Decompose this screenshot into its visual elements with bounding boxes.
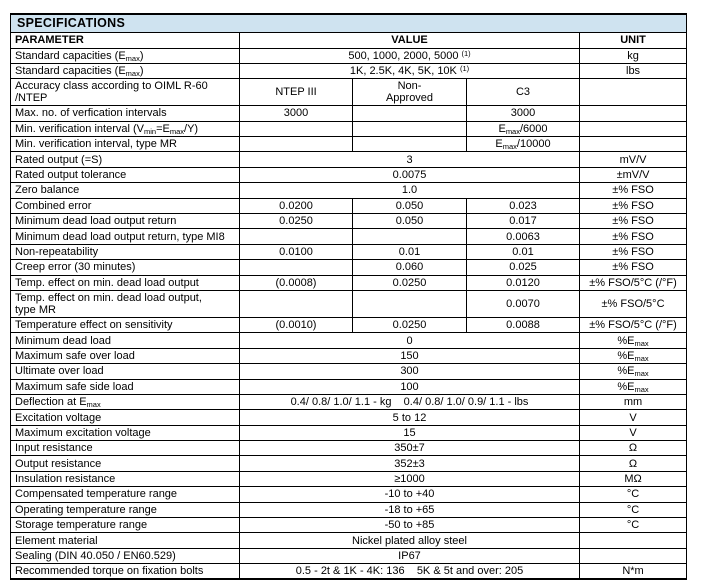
parameter-cell: Creep error (30 minutes)	[11, 260, 240, 275]
parameter-cell: Temperature effect on sensitivity	[11, 317, 240, 332]
value-cell: 15	[240, 425, 580, 440]
value-cell: 0.01	[467, 244, 580, 259]
specifications-table	[10, 13, 687, 580]
table-row	[11, 410, 687, 425]
parameter-cell: Temp. effect on min. dead load output	[11, 275, 240, 290]
unit-cell: mm	[580, 394, 687, 409]
unit-cell: °C	[580, 487, 687, 502]
value-cell	[240, 229, 353, 244]
table-row	[11, 379, 687, 394]
value-cell: 0.5 - 2t & 1K - 4K: 136 5K & 5t and over: 205	[240, 564, 580, 580]
parameter-cell: Minimum dead load output return	[11, 214, 240, 229]
table-row	[11, 63, 687, 78]
unit-cell: ±% FSO	[580, 229, 687, 244]
table-row	[11, 564, 687, 580]
parameter-cell: Input resistance	[11, 441, 240, 456]
value-cell: 100	[240, 379, 580, 394]
value-cell: 5 to 12	[240, 410, 580, 425]
table-row	[11, 487, 687, 502]
parameter-cell: Output resistance	[11, 456, 240, 471]
value-cell	[240, 137, 353, 152]
value-cell: 3000	[467, 106, 580, 121]
value-cell: -10 to +40	[240, 487, 580, 502]
column-header-parameter: PARAMETER	[11, 32, 240, 48]
value-cell	[353, 290, 467, 317]
table-row	[11, 518, 687, 533]
table-row	[11, 183, 687, 198]
table-row	[11, 425, 687, 440]
parameter-cell: Excitation voltage	[11, 410, 240, 425]
unit-cell: $\%E_{max}$	[580, 364, 687, 379]
value-cell: 150	[240, 348, 580, 363]
parameter-cell: Combined error	[11, 198, 240, 213]
value-cell: (0.0008)	[240, 275, 353, 290]
parameter-cell: Operating temperature range	[11, 502, 240, 517]
unit-cell: ±% FSO	[580, 260, 687, 275]
parameter-cell: Insulation resistance	[11, 471, 240, 486]
table-row	[11, 260, 687, 275]
unit-cell	[580, 79, 687, 106]
parameter-cell: Minimum dead load	[11, 333, 240, 348]
column-header-unit: UNIT	[580, 32, 687, 48]
table-body	[11, 48, 687, 579]
value-cell: 0.0250	[353, 275, 467, 290]
value-cell: 0.025	[467, 260, 580, 275]
value-cell	[353, 229, 467, 244]
value-cell: Nickel plated alloy steel	[240, 533, 580, 548]
table-row	[11, 441, 687, 456]
value-cell	[353, 106, 467, 121]
unit-cell	[580, 121, 687, 136]
value-cell: 0	[240, 333, 580, 348]
unit-cell: V	[580, 425, 687, 440]
table-row	[11, 275, 687, 290]
parameter-cell: Minimum dead load output return, type MI8	[11, 229, 240, 244]
parameter-cell: Maximum safe side load	[11, 379, 240, 394]
value-cell: 3	[240, 152, 580, 167]
value-cell: 300	[240, 364, 580, 379]
value-cell: C3	[467, 79, 580, 106]
value-cell: 0.023	[467, 198, 580, 213]
parameter-cell: Max. no. of verfication intervals	[11, 106, 240, 121]
value-cell: NTEP III	[240, 79, 353, 106]
table-row	[11, 364, 687, 379]
table-row	[11, 333, 687, 348]
table-title: SPECIFICATIONS	[11, 14, 687, 32]
parameter-cell: Rated output (=S)	[11, 152, 240, 167]
value-cell: IP67	[240, 548, 580, 563]
value-cell	[240, 290, 353, 317]
value-cell: 0.0100	[240, 244, 353, 259]
value-cell	[353, 137, 467, 152]
parameter-cell: Min. verification interval $(V_{min}=E_{max}/Y)$	[11, 121, 240, 136]
column-header-value: VALUE	[240, 32, 580, 48]
value-cell: 0.4/ 0.8/ 1.0/ 1.1 - kg 0.4/ 0.8/ 1.0/ 0.9/ 1.1 - lbs	[240, 394, 580, 409]
value-cell: $E_{max}/10000$	[467, 137, 580, 152]
unit-cell	[580, 106, 687, 121]
parameter-cell: Standard capacities $(E_{max})$	[11, 63, 240, 78]
unit-cell: ±% FSO	[580, 183, 687, 198]
unit-cell: ±% FSO	[580, 244, 687, 259]
table-row	[11, 317, 687, 332]
unit-cell: ±% FSO/5°C	[580, 290, 687, 317]
unit-cell: Ω	[580, 441, 687, 456]
unit-cell	[580, 548, 687, 563]
parameter-cell: Compensated temperature range	[11, 487, 240, 502]
value-cell: 0.0200	[240, 198, 353, 213]
parameter-cell: Deflection at $E_{max}$	[11, 394, 240, 409]
value-cell: 3000	[240, 106, 353, 121]
parameter-cell: Sealing (DIN 40.050 / EN60.529)	[11, 548, 240, 563]
table-row	[11, 290, 687, 317]
table-row	[11, 456, 687, 471]
value-cell: 350±7	[240, 441, 580, 456]
value-cell: ≥1000	[240, 471, 580, 486]
parameter-cell: Temp. effect on min. dead load output, type MR	[11, 290, 240, 317]
table-row	[11, 198, 687, 213]
value-cell: 0.0088	[467, 317, 580, 332]
table-row	[11, 548, 687, 563]
parameter-cell: Element material	[11, 533, 240, 548]
table-row	[11, 244, 687, 259]
table-row	[11, 106, 687, 121]
parameter-cell: Standard capacities $(E_{max})$	[11, 48, 240, 63]
unit-cell: °C	[580, 502, 687, 517]
parameter-cell: Recommended torque on fixation bolts	[11, 564, 240, 580]
table-row	[11, 121, 687, 136]
table-row	[11, 348, 687, 363]
table-row	[11, 214, 687, 229]
table-row	[11, 79, 687, 106]
unit-cell: °C	[580, 518, 687, 533]
value-cell	[240, 260, 353, 275]
value-cell: 0.050	[353, 214, 467, 229]
table-row	[11, 394, 687, 409]
parameter-cell: Non-repeatability	[11, 244, 240, 259]
parameter-cell: Rated output tolerance	[11, 167, 240, 182]
unit-cell: $\%E_{max}$	[580, 333, 687, 348]
table-row	[11, 48, 687, 63]
parameter-cell: Ultimate over load	[11, 364, 240, 379]
value-cell: 0.01	[353, 244, 467, 259]
value-cell: 0.0120	[467, 275, 580, 290]
specifications-sheet	[10, 13, 686, 580]
unit-cell: V	[580, 410, 687, 425]
value-cell: 352±3	[240, 456, 580, 471]
value-cell	[240, 121, 353, 136]
table-header-row	[11, 32, 687, 48]
parameter-cell: Min. verification interval, type MR	[11, 137, 240, 152]
value-cell	[353, 121, 467, 136]
value-cell: 500, 1000, 2000, 5000 $^{(1)}$	[240, 48, 580, 63]
parameter-cell: Zero balance	[11, 183, 240, 198]
value-cell: 1K, 2.5K, 4K, 5K, 10K $^{(1)}$	[240, 63, 580, 78]
table-row	[11, 152, 687, 167]
unit-cell: lbs	[580, 63, 687, 78]
parameter-cell: Accuracy class according to OIML R-60 /NTEP	[11, 79, 240, 106]
unit-cell: kg	[580, 48, 687, 63]
value-cell: 0.060	[353, 260, 467, 275]
parameter-cell: Maximum safe over load	[11, 348, 240, 363]
value-cell: -50 to +85	[240, 518, 580, 533]
value-cell: 0.0063	[467, 229, 580, 244]
table-row	[11, 533, 687, 548]
unit-cell: ±% FSO/5°C (/°F)	[580, 317, 687, 332]
unit-cell: N*m	[580, 564, 687, 580]
value-cell: $E_{max}/6000$	[467, 121, 580, 136]
table-row	[11, 229, 687, 244]
unit-cell: ±% FSO	[580, 214, 687, 229]
unit-cell: ±% FSO/5°C (/°F)	[580, 275, 687, 290]
table-row	[11, 502, 687, 517]
table-row	[11, 167, 687, 182]
unit-cell: ±% FSO	[580, 198, 687, 213]
value-cell: 1.0	[240, 183, 580, 198]
parameter-cell: Maximum excitation voltage	[11, 425, 240, 440]
table-row	[11, 137, 687, 152]
value-cell: 0.0075	[240, 167, 580, 182]
unit-cell: mV/V	[580, 152, 687, 167]
value-cell: 0.0070	[467, 290, 580, 317]
value-cell: Non- Approved	[353, 79, 467, 106]
table-row	[11, 471, 687, 486]
unit-cell: Ω	[580, 456, 687, 471]
value-cell: (0.0010)	[240, 317, 353, 332]
unit-cell: MΩ	[580, 471, 687, 486]
unit-cell: $\%E_{max}$	[580, 348, 687, 363]
value-cell: 0.0250	[240, 214, 353, 229]
unit-cell	[580, 533, 687, 548]
value-cell: 0.017	[467, 214, 580, 229]
value-cell: 0.0250	[353, 317, 467, 332]
value-cell: 0.050	[353, 198, 467, 213]
parameter-cell: Storage temperature range	[11, 518, 240, 533]
unit-cell: $\%E_{max}$	[580, 379, 687, 394]
table-title-row	[11, 14, 687, 32]
unit-cell: ±mV/V	[580, 167, 687, 182]
value-cell: -18 to +65	[240, 502, 580, 517]
unit-cell	[580, 137, 687, 152]
